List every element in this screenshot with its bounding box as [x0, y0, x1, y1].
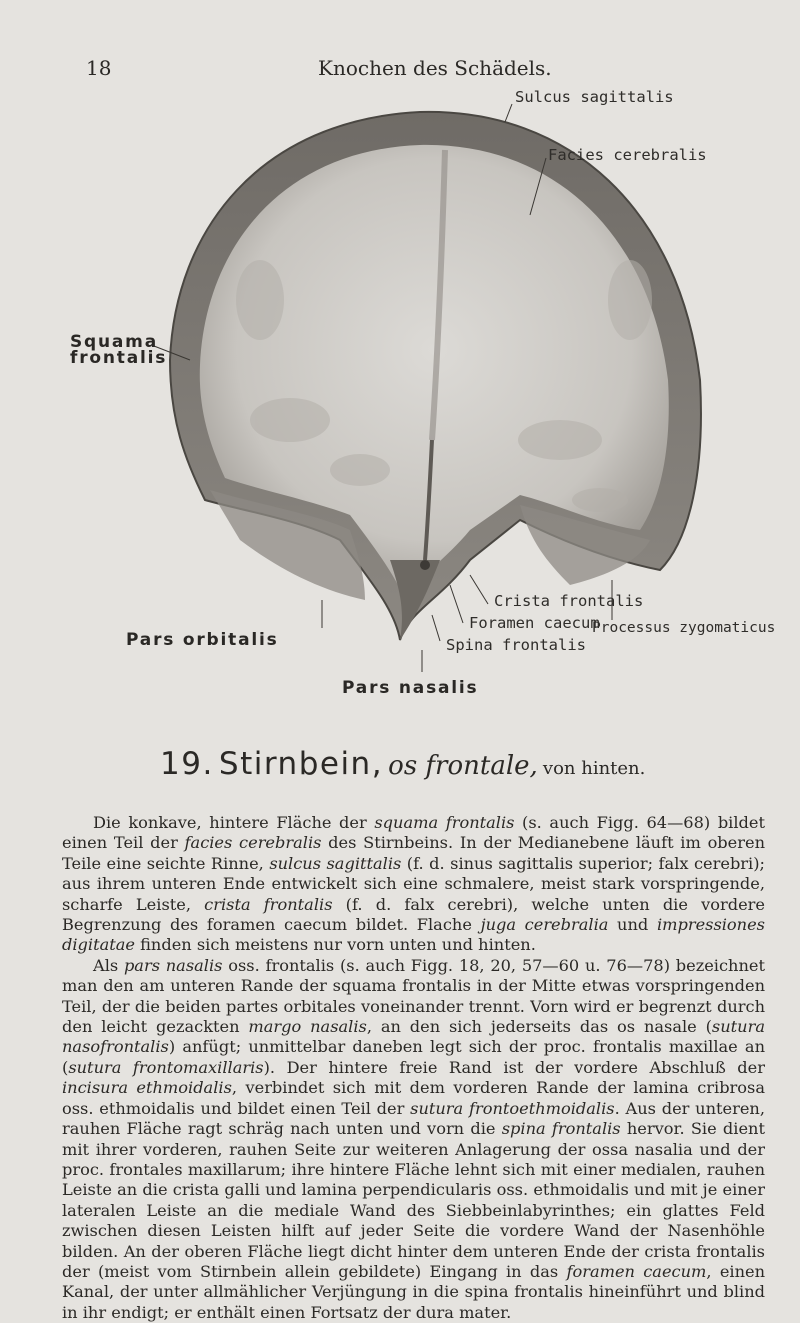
text-run: finden sich meistens nur vorn unten und hinten.	[134, 935, 536, 955]
italic-term: foramen caecum	[566, 1261, 707, 1281]
caption-suffix: von hinten.	[542, 758, 646, 779]
italic-term: facies cerebralis	[184, 833, 322, 853]
caption-term: Stirnbein,	[218, 746, 384, 782]
text-run: ). Der hintere freie Rand ist der vordere Abschluß der	[263, 1057, 765, 1077]
text-run: hervor. Sie dient mit ihrer vorderen, rauhen Seite zur weiteren Anlagerung der ossa nasalia und der proc. frontales maxillarum; ihre hintere Fläche lehnt sich mit einer medialen, rauhen Leiste an die crista galli und lamina perpendicularis oss. ethmoidalis und mit je einer lateralen Leiste an die mediale Wand des Siebbeinlabyrinthes; ein glattes Feld zwischen diesen Leisten hilft auf jeder Seite die vordere Wand der Nasenhöhle bilden. An der oberen Fläche liegt dicht hinter dem unteren Ende der crista frontalis der (meist vom Stirnbein allein gebildete) Eingang in das	[62, 1119, 765, 1281]
italic-term: sutura frontomaxillaris	[68, 1057, 264, 1077]
italic-term: impressiones digitatae	[62, 915, 765, 955]
caption-number: 19.	[160, 746, 214, 782]
label-crista-frontalis: Crista frontalis	[494, 592, 644, 610]
running-title: Knochen des Schädels.	[318, 56, 552, 80]
text-run: . Aus der unteren, rauhen Fläche ragt schräg nach unten und vorn die	[62, 1098, 766, 1139]
italic-term: sulcus sagittalis	[269, 853, 402, 873]
italic-term: pars nasalis	[123, 955, 223, 975]
label-pars-nasalis: Pars nasalis	[342, 678, 479, 698]
page-number: 18	[86, 56, 112, 80]
label-processus-zygomaticus: Processus zygomaticus	[592, 620, 776, 636]
paragraph	[62, 813, 765, 956]
label-sulcus-sagittalis: Sulcus sagittalis	[515, 88, 674, 106]
italic-term: sutura frontoethmoidalis	[410, 1098, 615, 1118]
italic-term: crista frontalis	[204, 894, 333, 914]
text-run: oss. frontalis (s. auch Figg. 18, 20, 57—60 u. 76—78) bezeichnet man den am unteren Rande der squama frontalis in der Mitte etwas vorspringenden Teil, der die beiden partes orbitales voneinander trennt. Vorn wird er begrenzt durch den leicht gezackten	[62, 955, 765, 1037]
paragraph	[62, 956, 765, 1323]
text-run: (f. d. falx cerebri), welche unten die vordere Begrenzung des foramen caecum bildet. Flache	[62, 894, 765, 935]
text-run: , einen Kanal, der unter allmählicher Verjüngung in die spina frontalis hineinführt und blind in ihr endigt; er enthält einen Fortsatz der dura mater.	[62, 1261, 766, 1322]
italic-term: spina frontalis	[501, 1119, 621, 1139]
label-squama-line2: frontalis	[70, 348, 168, 368]
label-squama-line1: Squama	[70, 332, 158, 352]
text-run: und	[608, 915, 657, 935]
italic-term: juga cerebralia	[480, 915, 609, 935]
italic-term: squama frontalis	[374, 813, 515, 832]
text-run: (s. auch Figg. 64—68) bildet einen Teil der	[62, 813, 765, 853]
text-run: , verbindet sich mit dem vorderen Rande der lamina cribrosa oss. ethmoidalis und bildet einen Teil der	[62, 1078, 765, 1118]
label-foramen-caecum: Foramen caecum	[469, 614, 600, 632]
italic-term: margo nasalis	[248, 1017, 367, 1037]
caption-latin: os frontale,	[388, 751, 538, 781]
text-run: ) anfügt; unmittelbar daneben legt sich der proc. frontalis maxillae an (	[62, 1037, 765, 1077]
italic-term: sutura nasofrontalis	[62, 1017, 765, 1057]
text-run: Als	[93, 955, 124, 975]
label-spina-frontalis: Spina frontalis	[446, 636, 586, 654]
foramen-caecum-shape	[420, 560, 430, 570]
label-pars-orbitalis: Pars orbitalis	[126, 630, 279, 650]
italic-term: incisura ethmoidalis	[62, 1078, 232, 1098]
text-run: , an den sich jederseits das os nasale (	[366, 1017, 712, 1037]
text-run: (f. d. sinus sagittalis superior; falx cerebri); aus ihrem unteren Ende entwickelt sich eine schmalere, meist stark vorspringende, scharfe Leiste,	[62, 853, 765, 914]
body-text	[62, 813, 765, 1323]
figure-caption	[160, 746, 645, 782]
text-run: Die konkave, hintere Fläche der	[93, 813, 375, 832]
label-facies-cerebralis: Facies cerebralis	[548, 146, 707, 164]
text-run: des Stirnbeins. In der Medianebene läuft im oberen Teile eine seichte Rinne,	[62, 833, 765, 873]
